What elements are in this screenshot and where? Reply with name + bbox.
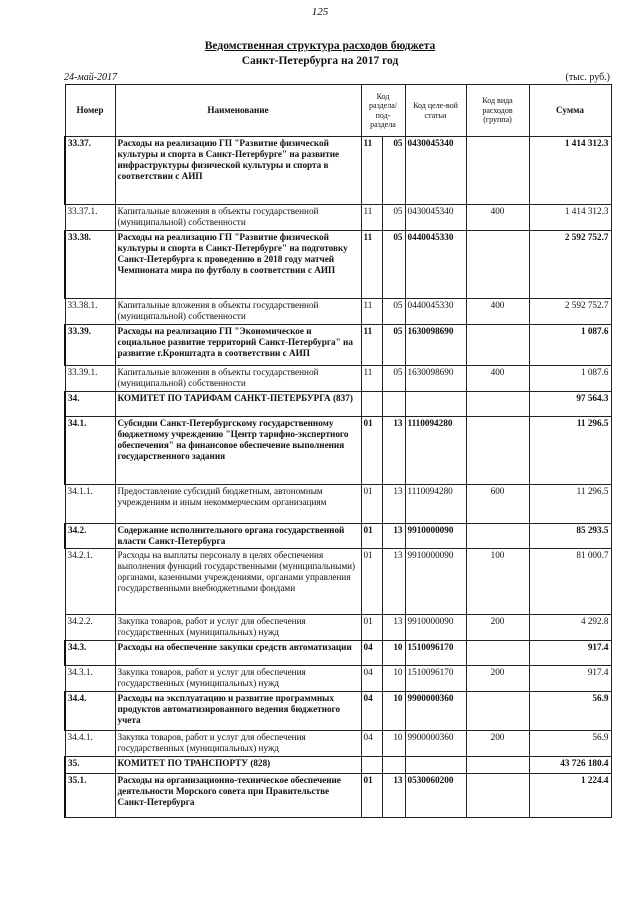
- table-row: [65, 774, 611, 818]
- row-subsection-code: 05: [382, 325, 405, 366]
- row-number: 34.2.1.: [65, 549, 115, 615]
- row-name: Закупка товаров, работ и услуг для обеспечения государственных (муниципальных) нужд: [115, 666, 361, 692]
- row-expense-type: 600: [466, 485, 529, 524]
- row-subsection-code: 05: [382, 205, 405, 231]
- row-expense-type: 200: [466, 615, 529, 641]
- row-section-code: 01: [361, 485, 382, 524]
- document-date: 24-май-2017: [64, 72, 118, 83]
- row-section-code: 11: [361, 366, 382, 392]
- row-section-code: 04: [361, 666, 382, 692]
- row-name: Капитальные вложения в объекты государственной (муниципальной) собственности: [115, 205, 361, 231]
- row-number: 35.1.: [65, 774, 115, 818]
- row-number: 33.37.1.: [65, 205, 115, 231]
- row-section-code: 11: [361, 231, 382, 299]
- header-number: Номер: [65, 85, 115, 137]
- table-row: [65, 299, 611, 325]
- row-number: 34.1.1.: [65, 485, 115, 524]
- row-target-code: [405, 757, 466, 774]
- table-row: [65, 641, 611, 666]
- row-target-code: 9910000090: [405, 549, 466, 615]
- row-name: Предоставление субсидий бюджетным, автономным учреждениям и иным некоммерческим организациям: [115, 485, 361, 524]
- table-row: [65, 757, 611, 774]
- row-sum: 917.4: [529, 666, 611, 692]
- row-number: 34.2.2.: [65, 615, 115, 641]
- row-expense-type: 400: [466, 299, 529, 325]
- row-target-code: [405, 392, 466, 417]
- row-expense-type: [466, 137, 529, 205]
- row-target-code: 1510096170: [405, 641, 466, 666]
- row-section-code: 11: [361, 325, 382, 366]
- table-row: [65, 692, 611, 731]
- row-sum: 4 292.8: [529, 615, 611, 641]
- row-number: 34.2.: [65, 524, 115, 549]
- row-subsection-code: 10: [382, 692, 405, 731]
- row-sum: 1 087.6: [529, 325, 611, 366]
- row-subsection-code: [382, 757, 405, 774]
- budget-table: [64, 84, 612, 818]
- row-name: Капитальные вложения в объекты государственной (муниципальной) собственности: [115, 299, 361, 325]
- row-subsection-code: 13: [382, 549, 405, 615]
- row-number: 35.: [65, 757, 115, 774]
- row-number: 34.1.: [65, 417, 115, 485]
- document-subtitle: Санкт-Петербурга на 2017 год: [241, 55, 399, 67]
- row-sum: 2 592 752.7: [529, 299, 611, 325]
- row-target-code: 9910000090: [405, 615, 466, 641]
- row-target-code: 0430045340: [405, 205, 466, 231]
- row-number: 34.3.: [65, 641, 115, 666]
- row-target-code: 9900000360: [405, 731, 466, 757]
- row-sum: 1 224.4: [529, 774, 611, 818]
- row-subsection-code: 10: [382, 666, 405, 692]
- row-sum: 97 564.3: [529, 392, 611, 417]
- row-expense-type: 100: [466, 549, 529, 615]
- table-row: [65, 137, 611, 205]
- table-row: [65, 615, 611, 641]
- row-section-code: 01: [361, 774, 382, 818]
- row-subsection-code: 13: [382, 485, 405, 524]
- row-target-code: 1110094280: [405, 417, 466, 485]
- table-row: [65, 325, 611, 366]
- row-expense-type: [466, 774, 529, 818]
- table-row: [65, 205, 611, 231]
- row-target-code: 0440045330: [405, 231, 466, 299]
- row-section-code: 01: [361, 417, 382, 485]
- row-target-code: 1630098690: [405, 325, 466, 366]
- table-header: [65, 85, 611, 137]
- document-title: Ведомственная структура расходов бюджета: [204, 40, 436, 52]
- row-number: 34.4.1.: [65, 731, 115, 757]
- table-row: [65, 524, 611, 549]
- row-sum: 1 087.6: [529, 366, 611, 392]
- row-name: Содержание исполнительного органа государственной власти Санкт-Петербурга: [115, 524, 361, 549]
- row-expense-type: [466, 417, 529, 485]
- row-number: 34.4.: [65, 692, 115, 731]
- row-section-code: 04: [361, 641, 382, 666]
- row-name: Расходы на обеспечение закупки средств автоматизации: [115, 641, 361, 666]
- row-number: 33.38.: [65, 231, 115, 299]
- row-subsection-code: 13: [382, 774, 405, 818]
- row-number: 33.37.: [65, 137, 115, 205]
- table-row: [65, 731, 611, 757]
- row-expense-type: [466, 757, 529, 774]
- table-row: [65, 417, 611, 485]
- row-sum: 11 296.5: [529, 417, 611, 485]
- row-expense-type: [466, 231, 529, 299]
- row-name: Расходы на реализацию ГП "Развитие физической культуры и спорта в Санкт-Петербурге" на развитие инфраструктуры физической культуры и спорта в соответствии с АИП: [115, 137, 361, 205]
- row-section-code: [361, 392, 382, 417]
- row-expense-type: [466, 641, 529, 666]
- row-subsection-code: 13: [382, 524, 405, 549]
- row-section-code: 01: [361, 549, 382, 615]
- row-name: КОМИТЕТ ПО ТРАНСПОРТУ (828): [115, 757, 361, 774]
- row-expense-type: [466, 524, 529, 549]
- row-subsection-code: 05: [382, 231, 405, 299]
- row-subsection-code: 05: [382, 366, 405, 392]
- row-target-code: 1510096170: [405, 666, 466, 692]
- row-name: Расходы на выплаты персоналу в целях обеспечения выполнения функций государственными (муниципальными) органами, казенными учреждениями, органами управления государственными внебюджетными фондами: [115, 549, 361, 615]
- row-expense-type: 400: [466, 205, 529, 231]
- row-section-code: 11: [361, 299, 382, 325]
- row-section-code: 04: [361, 692, 382, 731]
- table-row: [65, 666, 611, 692]
- table-row: [65, 366, 611, 392]
- table-row: [65, 392, 611, 417]
- table-row: [65, 485, 611, 524]
- row-sum: 11 296.5: [529, 485, 611, 524]
- row-sum: 1 414 312.3: [529, 137, 611, 205]
- row-target-code: 0530060200: [405, 774, 466, 818]
- row-section-code: [361, 757, 382, 774]
- table-body: [65, 137, 611, 818]
- row-sum: 1 414 312.3: [529, 205, 611, 231]
- row-number: 34.3.1.: [65, 666, 115, 692]
- row-section-code: 11: [361, 137, 382, 205]
- row-expense-type: [466, 392, 529, 417]
- row-name: Капитальные вложения в объекты государственной (муниципальной) собственности: [115, 366, 361, 392]
- row-section-code: 01: [361, 524, 382, 549]
- row-target-code: 0430045340: [405, 137, 466, 205]
- row-expense-type: 200: [466, 731, 529, 757]
- row-subsection-code: 13: [382, 615, 405, 641]
- page-number: 125: [311, 6, 329, 18]
- row-sum: 56.9: [529, 692, 611, 731]
- row-subsection-code: 10: [382, 641, 405, 666]
- row-number: 33.39.1.: [65, 366, 115, 392]
- row-name: Расходы на реализацию ГП "Экономическое и социальное развитие территорий Санкт-Петербурга" на развитие г.Кронштадта в соответствии с АИП: [115, 325, 361, 366]
- header-expense-type: Код вида расходов (группа): [466, 85, 529, 137]
- row-subsection-code: 05: [382, 299, 405, 325]
- row-sum: 2 592 752.7: [529, 231, 611, 299]
- units-label: (тыс. руб.): [565, 72, 610, 83]
- header-section-code: Код раздела/ под-раздела: [361, 85, 405, 137]
- row-name: Закупка товаров, работ и услуг для обеспечения государственных (муниципальных) нужд: [115, 731, 361, 757]
- row-subsection-code: 13: [382, 417, 405, 485]
- row-section-code: 11: [361, 205, 382, 231]
- row-name: Закупка товаров, работ и услуг для обеспечения государственных (муниципальных) нужд: [115, 615, 361, 641]
- row-expense-type: [466, 325, 529, 366]
- table-row: [65, 231, 611, 299]
- row-target-code: 9910000090: [405, 524, 466, 549]
- row-expense-type: 200: [466, 666, 529, 692]
- row-number: 34.: [65, 392, 115, 417]
- row-expense-type: 400: [466, 366, 529, 392]
- row-sum: 81 000.7: [529, 549, 611, 615]
- row-sum: 43 726 180.4: [529, 757, 611, 774]
- row-target-code: 1110094280: [405, 485, 466, 524]
- header-sum: Сумма: [529, 85, 611, 137]
- row-name: КОМИТЕТ ПО ТАРИФАМ САНКТ-ПЕТЕРБУРГА (837): [115, 392, 361, 417]
- row-name: Расходы на реализацию ГП "Развитие физической культуры и спорта в Санкт-Петербурге" на подготовку Санкт-Петербурга к проведению в 2018 году матчей Чемпионата мира по футболу в соответствии с АИП: [115, 231, 361, 299]
- row-subsection-code: 10: [382, 731, 405, 757]
- row-sum: 85 293.5: [529, 524, 611, 549]
- row-target-code: 0440045330: [405, 299, 466, 325]
- row-subsection-code: 05: [382, 137, 405, 205]
- header-name: Наименование: [115, 85, 361, 137]
- header-target-code: Код целе-вой статьи: [405, 85, 466, 137]
- row-number: 33.39.: [65, 325, 115, 366]
- row-name: Субсидии Санкт-Петербургскому государственному бюджетному учреждению "Центр тарифно-экспертного обеспечения" на финансовое обеспечение выполнения государственного задания: [115, 417, 361, 485]
- row-number: 33.38.1.: [65, 299, 115, 325]
- row-section-code: 01: [361, 615, 382, 641]
- row-subsection-code: [382, 392, 405, 417]
- row-section-code: 04: [361, 731, 382, 757]
- row-sum: 917.4: [529, 641, 611, 666]
- table-row: [65, 549, 611, 615]
- row-target-code: 9900000360: [405, 692, 466, 731]
- row-name: Расходы на организационно-техническое обеспечение деятельности Морского совета при Правительстве Санкт-Петербурга: [115, 774, 361, 818]
- row-target-code: 1630098690: [405, 366, 466, 392]
- row-name: Расходы на эксплуатацию и развитие программных продуктов автоматизированного ведения бюджетного учета: [115, 692, 361, 731]
- row-expense-type: [466, 692, 529, 731]
- row-sum: 56.9: [529, 731, 611, 757]
